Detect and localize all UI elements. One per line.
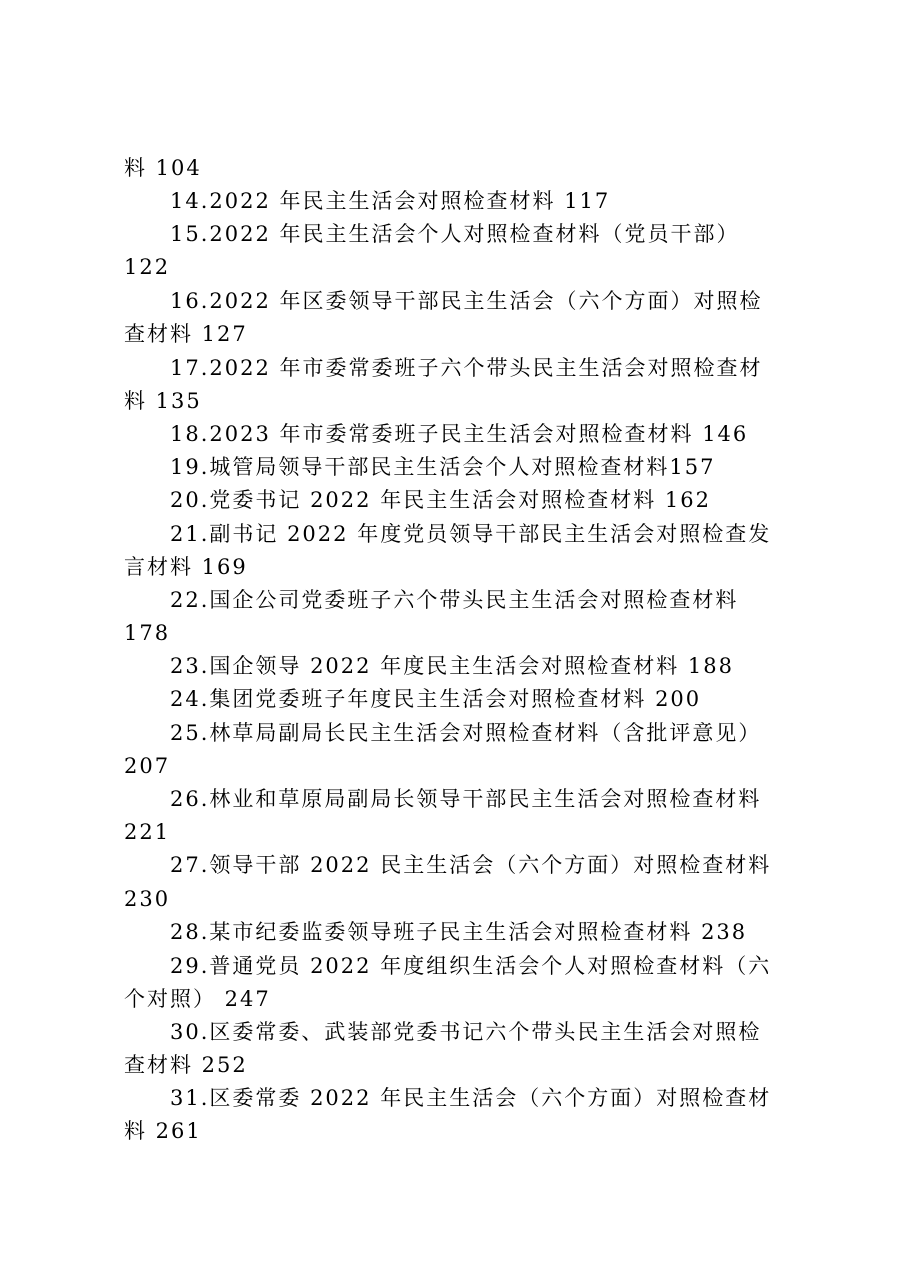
toc-text: 28.某市纪委监委领导班子民主生活会对照检查材料 238 [170, 920, 748, 944]
toc-line [0, 783, 909, 815]
toc-line [0, 883, 909, 915]
toc-line [0, 650, 909, 682]
toc-text: 26.林业和草原局副局长领导干部民主生活会对照检查材料 [170, 787, 762, 811]
toc-line [0, 185, 909, 217]
toc-line [0, 916, 909, 948]
toc-line [0, 849, 909, 881]
toc-text: 言材料 169 [124, 555, 248, 579]
toc-text: 18.2023 年市委常委班子民主生活会对照检查材料 146 [170, 422, 749, 446]
toc-text: 22.国企公司党委班子六个带头民主生活会对照检查材料 [170, 588, 739, 612]
toc-line [0, 750, 909, 782]
toc-line [0, 1049, 909, 1081]
toc-text: 23.国企领导 2022 年度民主生活会对照检查材料 188 [170, 654, 734, 678]
toc-line [0, 518, 909, 550]
toc-text: 15.2022 年民主生活会个人对照检查材料（党员干部） [170, 222, 740, 246]
toc-text: 178 [124, 621, 171, 645]
toc-line [0, 318, 909, 350]
toc-line [0, 683, 909, 715]
toc-line [0, 218, 909, 250]
toc-line [0, 385, 909, 417]
toc-text: 122 [124, 255, 171, 279]
toc-text: 207 [124, 754, 171, 778]
toc-text: 27.领导干部 2022 民主生活会（六个方面）对照检查材料 [170, 853, 772, 877]
toc-text: 30.区委常委、武装部党委书记六个带头民主生活会对照检 [170, 1020, 762, 1044]
toc-line [0, 1082, 909, 1114]
toc-text: 14.2022 年民主生活会对照检查材料 117 [170, 189, 611, 213]
toc-line [0, 551, 909, 583]
toc-line [0, 451, 909, 483]
toc-line [0, 983, 909, 1015]
toc-text: 料 261 [124, 1119, 202, 1143]
toc-text: 31.区委常委 2022 年民主生活会（六个方面）对照检查材 [170, 1086, 772, 1110]
toc-line [0, 251, 909, 283]
toc-line [0, 1016, 909, 1048]
toc-line [0, 717, 909, 749]
toc-text: 个对照） 247 [124, 987, 271, 1011]
toc-text: 25.林草局副局长民主生活会对照检查材料（含批评意见） [170, 721, 762, 745]
toc-line [0, 152, 909, 184]
toc-line [0, 352, 909, 384]
toc-line [0, 584, 909, 616]
toc-line [0, 1115, 909, 1147]
toc-line [0, 285, 909, 317]
toc-text: 查材料 127 [124, 322, 248, 346]
toc-line [0, 816, 909, 848]
toc-line [0, 418, 909, 450]
toc-line [0, 617, 909, 649]
toc-line [0, 484, 909, 516]
toc-text: 17.2022 年市委常委班子六个带头民主生活会对照检查材 [170, 356, 763, 380]
toc-text: 查材料 252 [124, 1053, 248, 1077]
toc-text: 料 104 [124, 156, 202, 180]
toc-text: 料 135 [124, 389, 202, 413]
toc-text: 16.2022 年区委领导干部民主生活会（六个方面）对照检 [170, 289, 763, 313]
toc-text: 24.集团党委班子年度民主生活会对照检查材料 200 [170, 687, 702, 711]
toc-text: 29.普通党员 2022 年度组织生活会个人对照检查材料（六 [170, 954, 772, 978]
toc-text: 221 [124, 820, 171, 844]
toc-text: 230 [124, 887, 171, 911]
toc-text: 21.副书记 2022 年度党员领导干部民主生活会对照检查发 [170, 522, 772, 546]
toc-text: 20.党委书记 2022 年民主生活会对照检查材料 162 [170, 488, 711, 512]
toc-line [0, 950, 909, 982]
toc-text: 19.城管局领导干部民主生活会个人对照检查材料157 [170, 455, 716, 479]
